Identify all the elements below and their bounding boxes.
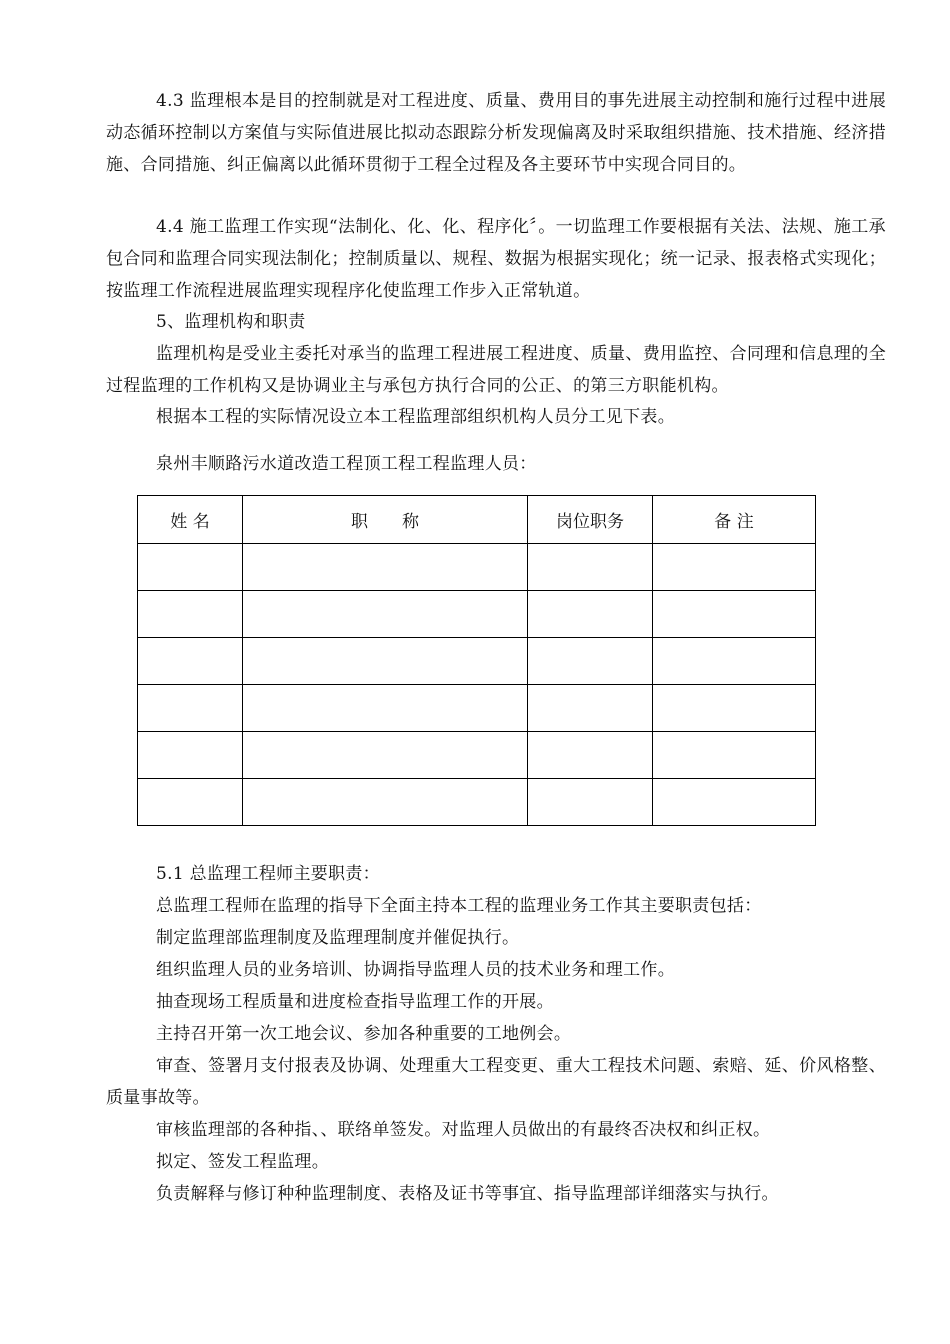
table-cell [528, 638, 653, 685]
table-cell [243, 544, 528, 591]
table-cell [528, 544, 653, 591]
table-caption: 泉州丰顺路污水道改造工程顶工程工程监理人员： [156, 454, 537, 474]
section-heading-5: 5、监理机构和职责 [156, 312, 306, 332]
table-cell [138, 732, 243, 779]
table-row [138, 732, 816, 779]
table-cell [528, 732, 653, 779]
table-cell [528, 685, 653, 732]
duty-item: 抽查现场工程质量和进度检查指导监理工作的开展。 [156, 992, 554, 1012]
table-cell [138, 544, 243, 591]
header-name: 姓 名 [138, 496, 243, 544]
duties-heading: 5.1 总监理工程师主要职责： [156, 864, 380, 884]
duty-item: 主持召开第一次工地会议、参加各种重要的工地例会。 [156, 1024, 572, 1044]
table-cell [653, 544, 816, 591]
header-remarks: 备 注 [653, 496, 816, 544]
table-header-row [138, 496, 816, 544]
duty-item: 拟定、签发工程监理。 [156, 1152, 329, 1172]
table-cell [653, 591, 816, 638]
table-cell [653, 732, 816, 779]
table-cell [138, 685, 243, 732]
duty-item: 组织监理人员的业务培训、协调指导监理人员的技术业务和理工作。 [156, 960, 675, 980]
header-position: 岗位职务 [528, 496, 653, 544]
staff-table [137, 495, 816, 826]
paragraph-table-intro: 根据本工程的实际情况设立本工程监理部组织机构人员分工见下表。 [156, 407, 675, 427]
table-row [138, 685, 816, 732]
table-cell [243, 638, 528, 685]
paragraph-4-4: 4.4 施工监理工作实现“法制化、化、化、程序化〞。一切监理工作要根据有关法、法规、施工承包合同和监理合同实现法制化；控制质量以、规程、数据为根据实现化；统一记录、报表格式实现化；按监理工作流程进展监理实现程序化使监理工作步入正常轨道。 [106, 217, 886, 301]
header-title: 职 称 [243, 496, 528, 544]
duty-item: 审核监理部的各种指、、联络单签发。对监理人员做出的有最终否决权和纠正权。 [156, 1120, 771, 1140]
table-row [138, 544, 816, 591]
paragraph-5-description: 监理机构是受业主委托对承当的监理工程进展工程进度、质量、费用监控、合同理和信息理的全过程监理的工作机构又是协调业主与承包方执行合同的公正、的第三方职能机构。 [106, 344, 886, 396]
table-row [138, 779, 816, 826]
duty-item: 审查、签署月支付报表及协调、处理重大工程变更、重大工程技术问题、索赔、延、价风格整、质量事故等。 [106, 1056, 886, 1108]
table-cell [138, 779, 243, 826]
table-cell [243, 779, 528, 826]
table-row [138, 591, 816, 638]
table-row [138, 638, 816, 685]
duty-item: 负责解释与修订种种监理制度、表格及证书等事宜、指导监理部详细落实与执行。 [156, 1184, 779, 1204]
duties-intro: 总监理工程师在监理的指导下全面主持本工程的监理业务工作其主要职责包括： [156, 896, 762, 916]
table-cell [243, 685, 528, 732]
duty-item: 制定监理部监理制度及监理理制度并催促执行。 [156, 928, 520, 948]
table-cell [243, 732, 528, 779]
table-cell [243, 591, 528, 638]
table-cell [528, 591, 653, 638]
table-cell [138, 638, 243, 685]
table-cell [528, 779, 653, 826]
table-cell [653, 685, 816, 732]
table-cell [653, 638, 816, 685]
table-cell [138, 591, 243, 638]
paragraph-4-3: 4.3 监理根本是目的控制就是对工程进度、质量、费用目的事先进展主动控制和施行过程中进展动态循环控制以方案值与实际值进展比拟动态跟踪分析发现偏离及时采取组织措施、技术措施、经济措施、合同措施、纠正偏离以此循环贯彻于工程全过程及各主要环节中实现合同目的。 [106, 91, 886, 175]
table-cell [653, 779, 816, 826]
